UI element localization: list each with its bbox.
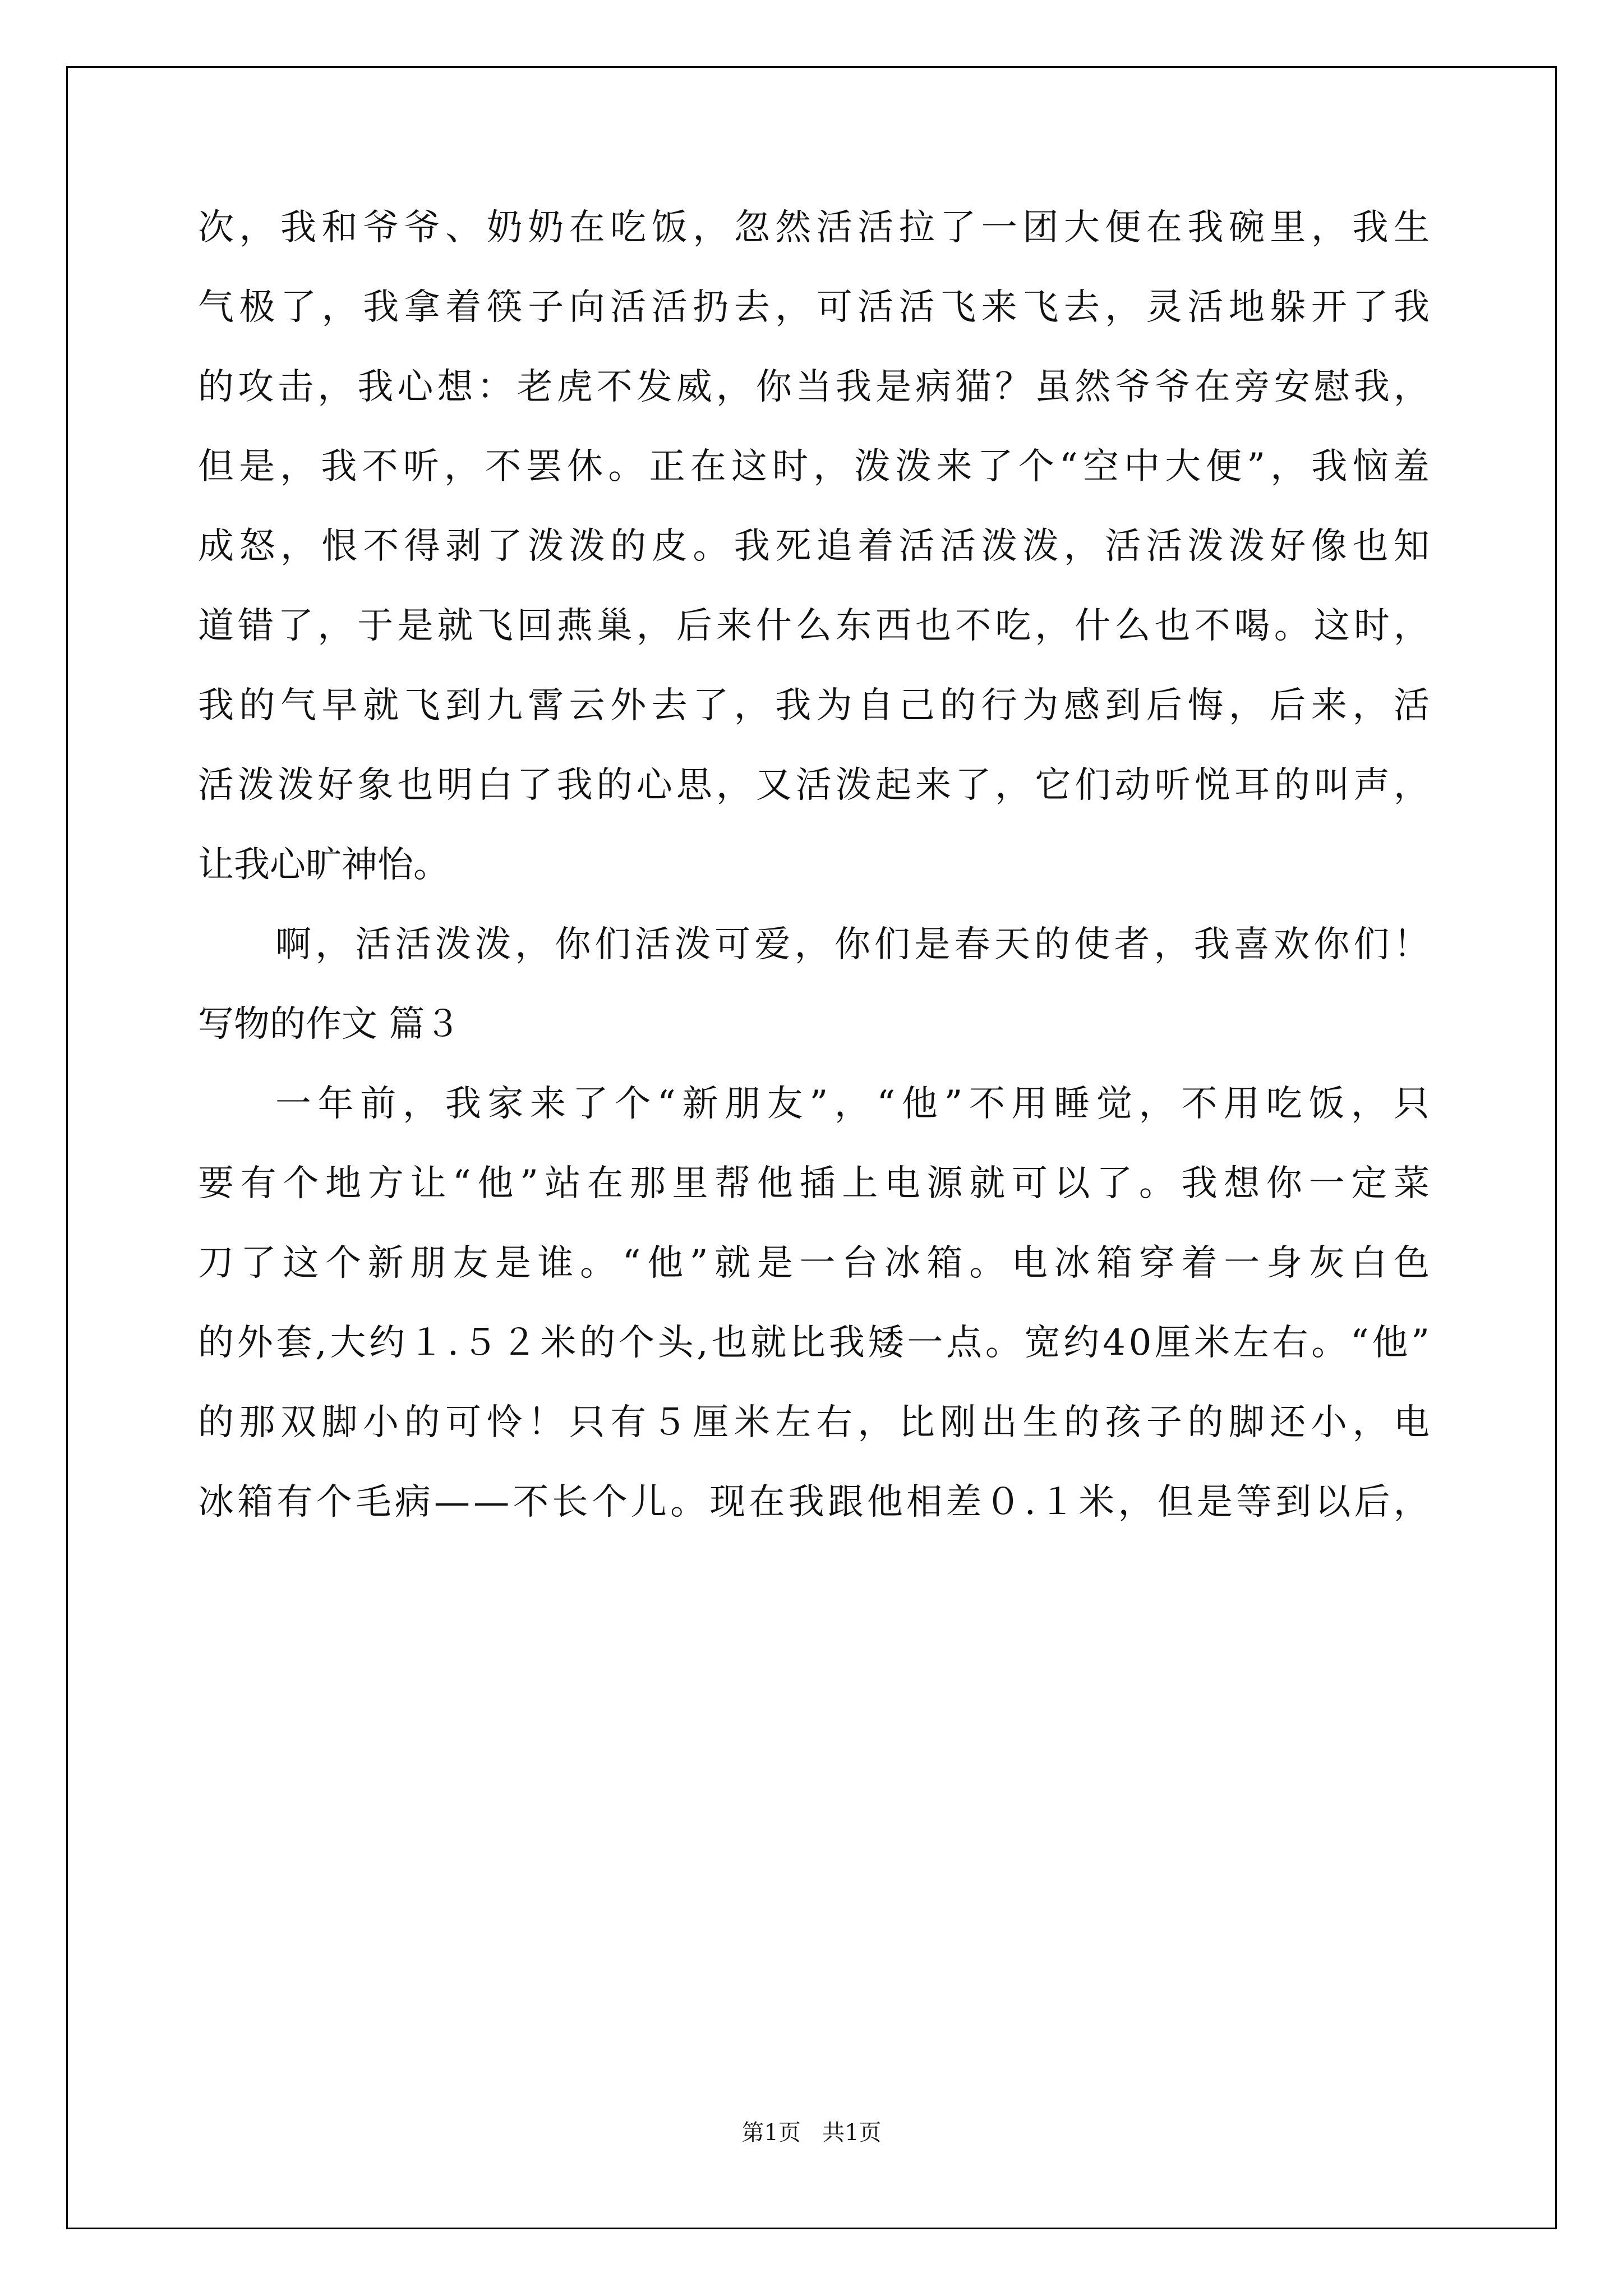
text-line: 一 年 前 ， 我 家 来 了 个 “ 新 朋 友 ” ， “ 他 ” 不 用 睡 觉 ， 不 用 吃 饭 ， 只 bbox=[275, 1083, 1430, 1125]
text-line: 但 是 ， 我 不 听 ， 不 罢 休 。 正 在 这 时 ， 泼 泼 来 了 个 “ 空 中 大 便 ” ， 我 恼 羞 bbox=[198, 446, 1430, 487]
text-line: 啊 ， 活 活 泼 泼 ， 你 们 活 泼 可 爱 ， 你 们 是 春 天 的 使 者 ， 我 喜 欢 你 们 ！ bbox=[275, 924, 1430, 965]
text-line: 的 攻 击 ， 我 心 想 ： 老 虎 不 发 威 ， 你 当 我 是 病 猫 ？ 虽 然 爷 爷 在 旁 安 慰 我 ， bbox=[198, 366, 1430, 408]
text-line: 气 极 了 ， 我 拿 着 筷 子 向 活 活 扔 去 ， 可 活 活 飞 来 飞 去 ， 灵 活 地 躲 开 了 我 bbox=[198, 287, 1430, 328]
text-line: 让我心旷神怡。 bbox=[198, 844, 449, 886]
page-number: 第1页 bbox=[741, 2120, 801, 2146]
text-line: 的 外 套 , 大 约 １ . ５ ２ 米 的 个 头 , 也 就 比 我 矮 一 点 。 宽 约 4 0 厘 米 左 右 。 “ 他 ” bbox=[198, 1322, 1430, 1364]
page-total: 共1页 bbox=[822, 2120, 882, 2146]
text-line: 成 怒 ， 恨 不 得 剥 了 泼 泼 的 皮 。 我 死 追 着 活 活 泼 泼 ， 活 活 泼 泼 好 像 也 知 bbox=[198, 526, 1430, 567]
text-line: 道 错 了 ， 于 是 就 飞 回 燕 巢 ， 后 来 什 么 东 西 也 不 吃 ， 什 么 也 不 喝 。 这 时 ， bbox=[198, 605, 1430, 647]
text-line: 我 的 气 早 就 飞 到 九 霄 云 外 去 了 ， 我 为 自 己 的 行 为 感 到 后 悔 ， 后 来 ， 活 bbox=[198, 685, 1430, 726]
section-heading: 写物的作文 篇３ bbox=[198, 1004, 461, 1045]
text-line: 冰 箱 有 个 毛 病 — — 不 长 个 儿 。 现 在 我 跟 他 相 差 ０ . １ 米 ， 但 是 等 到 以 后 ， bbox=[198, 1481, 1430, 1523]
text-line: 刀 了 这 个 新 朋 友 是 谁 。 “ 他 ” 就 是 一 台 冰 箱 。 电 冰 箱 穿 着 一 身 灰 白 色 bbox=[198, 1243, 1430, 1284]
text-line: 的 那 双 脚 小 的 可 怜 ！ 只 有 ５ 厘 米 左 右 ， 比 刚 出 生 的 孩 子 的 脚 还 小 ， 电 bbox=[198, 1402, 1430, 1443]
page-footer bbox=[0, 2115, 1623, 2147]
document-body bbox=[198, 188, 1430, 1542]
text-line: 要 有 个 地 方 让 “ 他 ” 站 在 那 里 帮 他 插 上 电 源 就 可 以 了 。 我 想 你 一 定 菜 bbox=[198, 1163, 1430, 1204]
text-line: 次 ， 我 和 爷 爷 、 奶 奶 在 吃 饭 ， 忽 然 活 活 拉 了 一 团 大 便 在 我 碗 里 ， 我 生 bbox=[198, 207, 1430, 249]
text-line: 活 泼 泼 好 象 也 明 白 了 我 的 心 思 ， 又 活 泼 起 来 了 ， 它 们 动 听 悦 耳 的 叫 声 ， bbox=[198, 765, 1430, 806]
